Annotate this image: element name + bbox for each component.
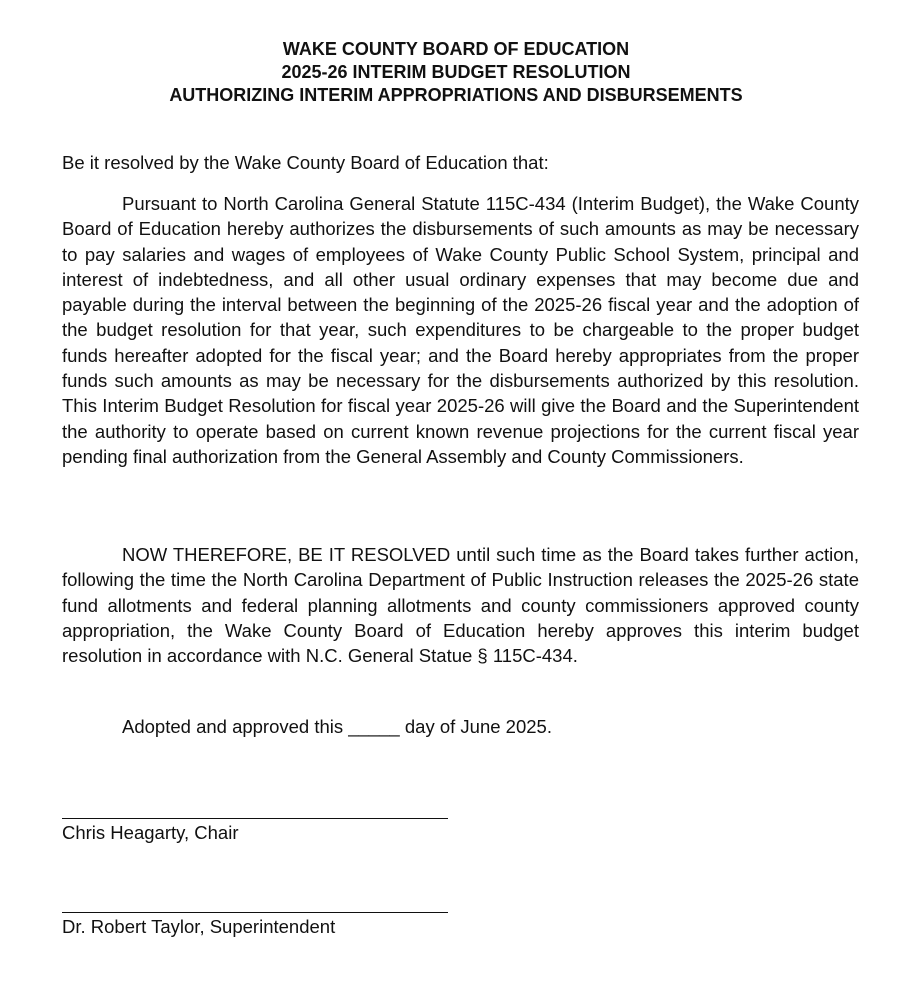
title-line-authorizing: AUTHORIZING INTERIM APPROPRIATIONS AND DISBURSEMENTS (169, 85, 743, 105)
signatory-chair: Chris Heagarty, Chair (62, 822, 239, 843)
resolution-paragraph-now-therefore: NOW THEREFORE, BE IT RESOLVED until such time as the Board takes further action, following the time the North Carolina Department of Public Instruction releases the 2025-26 state fund allotments and federal planning allotments and county commissioners approved county appropriation, the Wake County Board of Education hereby approves this interim budget resolution in accordance with N.C. General Statue § 115C-434. (62, 544, 859, 667)
resolution-intro: Be it resolved by the Wake County Board of Education that: (62, 152, 549, 173)
signature-line-chair (62, 818, 448, 819)
adoption-statement: Adopted and approved this _____ day of June 2025. (122, 716, 552, 737)
title-line-resolution: 2025-26 INTERIM BUDGET RESOLUTION (281, 62, 631, 82)
document-title (0, 38, 912, 107)
signature-line-superintendent (62, 912, 448, 913)
title-line-board: WAKE COUNTY BOARD OF EDUCATION (282, 39, 630, 59)
signatory-superintendent: Dr. Robert Taylor, Superintendent (62, 916, 336, 937)
resolution-paragraph-pursuant: Pursuant to North Carolina General Statute 115C-434 (Interim Budget), the Wake County Board of Education hereby authorizes the disbursements of such amounts as may be necessary to pay salaries and wages of employees of Wake County Public School System, principal and interest of indebtedness, and all other usual ordinary expenses that may become due and payable during the interval between the beginning of the 2025-26 fiscal year and the adoption of the budget resolution for that year, such expenditures to be chargeable to the proper budget funds hereafter adopted for the fiscal year; and the Board hereby appropriates from the proper funds such amounts as may be necessary for the disbursements authorized by this resolution. This Interim Budget Resolution for fiscal year 2025-26 will give the Board and the Superintendent the authority to operate based on current known revenue projections for the current fiscal year pending final authorization from the General Assembly and County Commissioners. (62, 193, 859, 467)
